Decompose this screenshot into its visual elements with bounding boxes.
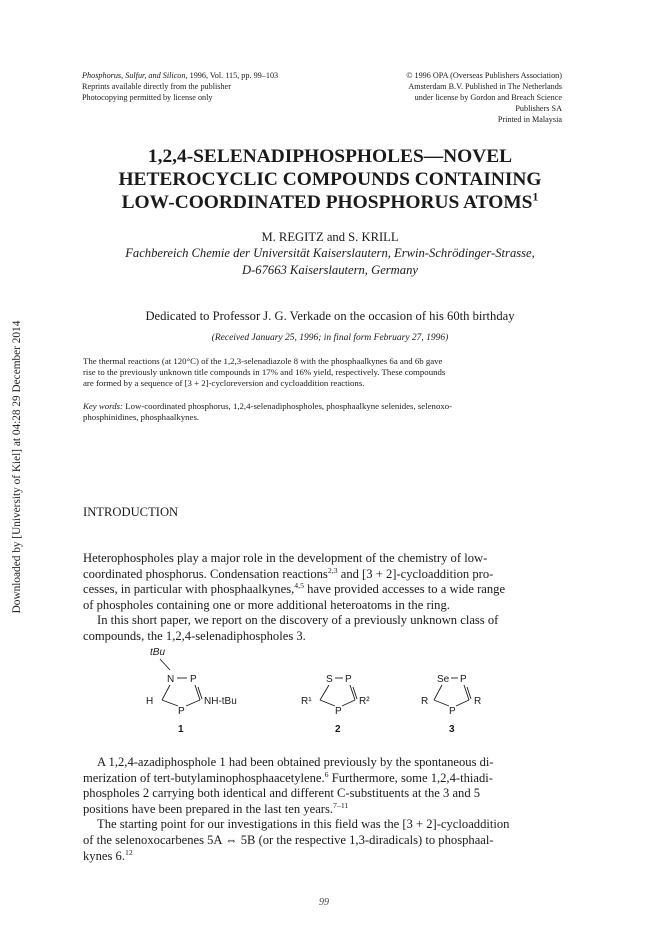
dedication: Dedicated to Professor J. G. Verkade on the occasion of his 60th birthday — [145, 309, 515, 323]
structure-2 — [301, 674, 370, 735]
copyright-line: © 1996 OPA (Overseas Publishers Association) — [406, 71, 562, 80]
para1-line-6: compounds, the 1,2,4-selenadiphospholes 3. — [83, 628, 306, 643]
structure-3-ring-right: P — [460, 674, 467, 685]
publisher-line-3: Publishers SA — [515, 104, 562, 113]
keywords-line-2: phosphinidines, phosphaalkynes. — [83, 412, 200, 422]
structure-1-top-substituent: tBu — [150, 647, 166, 658]
abstract-line-1: The thermal reactions (at 120°C) of the 1,2,3-selenadiazole 8 with the phosphaalkynes 6a and 6b gave — [83, 356, 443, 366]
download-watermark: Downloaded by [University of Kiel] at 04:28 29 December 2014 — [11, 320, 23, 614]
keywords-label: Key words: — [83, 401, 123, 411]
structure-1-ring-left: N — [167, 674, 175, 685]
journal-name: Phosphorus, Sulfur, and Silicon, — [82, 71, 188, 80]
para2-line-1: A 1,2,4-azadiphosphole 1 had been obtained previously by the spontaneous di- — [97, 755, 494, 769]
para2-line-2: merization of tert-butylaminophosphaacetylene.$^6$ Furthermore, some 1,2,4-thiadi- — [83, 769, 493, 785]
section-heading: INTRODUCTION — [83, 505, 179, 519]
reprints-note: Reprints available directly from the publisher — [82, 82, 231, 91]
structure-3-right-substituent: R — [474, 696, 482, 707]
received-dates: (Received January 25, 1996; in final form February 27, 1996) — [211, 333, 449, 343]
citation-ref: 2,3 — [327, 565, 338, 575]
structure-3-number: 3 — [449, 724, 455, 735]
structure-3-ring-bottom: P — [449, 706, 456, 717]
chemical-structures — [140, 640, 530, 745]
structure-2-left-substituent: R¹ — [301, 696, 312, 707]
structure-2-right-substituent: R² — [359, 696, 370, 707]
structure-3 — [421, 674, 481, 735]
journal-citation: 1996, Vol. 115, pp. 99–103 — [187, 71, 279, 80]
keywords-line-1: Low-coordinated phosphorus, 1,2,4-selenadiphospholes, phosphaalkyne selenides, selenoxo- — [123, 401, 453, 411]
para1-line-2: coordinated phosphorus. Condensation reactions$^{2,3}$ and [3 + 2]-cycloaddition pro- — [83, 565, 494, 581]
para1-line-3: cesses, in particular with phosphaalkynes,$^{4,5}$ have provided accesses to a wide range — [83, 581, 506, 597]
structure-3-ring-left: Se — [437, 674, 450, 685]
photocopy-note: Photocopying permitted by license only — [82, 93, 213, 102]
structure-3-left-substituent: R — [421, 696, 429, 707]
structure-1-right-substituent: NH-tBu — [204, 696, 237, 707]
page-number: 99 — [319, 897, 329, 908]
citation-ref: 4,5 — [294, 581, 304, 590]
title-line-3: LOW-COORDINATED PHOSPHORUS ATOMS$^1$ — [121, 189, 539, 213]
second-paragraph — [83, 755, 578, 864]
affiliation-line-2: D-67663 Kaiserslautern, Germany — [242, 263, 418, 277]
structure-2-number: 2 — [335, 724, 341, 735]
abstract — [83, 356, 578, 389]
structure-1-ring-right: P — [190, 674, 197, 685]
title-footnote-mark: 1 — [532, 189, 539, 204]
journal-header-right — [406, 70, 562, 125]
abstract-line-3: are formed by a sequence of [3 + 2]-cycloreversion and cycloaddition reactions. — [83, 378, 365, 388]
para1-line-4: of phospholes containing one or more additional heteroatoms in the ring. — [83, 597, 450, 612]
para1-line-5: In this short paper, we report on the discovery of a previously unknown class of — [97, 613, 499, 628]
structure-2-ring-bottom: P — [335, 706, 342, 717]
structure-2-ring-left: S — [326, 674, 333, 685]
intro-paragraph — [83, 551, 578, 645]
affiliation-line-1: Fachbereich Chemie der Universität Kaiserslautern, Erwin-Schrödinger-Strasse, — [125, 246, 535, 260]
citation-ref: 6 — [324, 769, 329, 779]
printed-in: Printed in Malaysia — [497, 115, 562, 124]
structure-2-ring-right: P — [345, 674, 352, 685]
citation-ref: 7–11 — [333, 800, 349, 810]
para2-line-7: kynes 6.12 — [83, 847, 133, 863]
para2-line-5: The starting point for our investigations in this field was the [3 + 2]-cycloaddition — [97, 817, 510, 832]
structure-1-ring-bottom: P — [178, 706, 185, 717]
structure-1-number: 1 — [178, 724, 184, 735]
title-line-2: HETEROCYCLIC COMPOUNDS CONTAINING — [118, 169, 542, 190]
abstract-line-2: rise to the previously unknown title compounds in 17% and 16% yield, respectively. These compounds — [83, 367, 446, 377]
title-line-1: 1,2,4-SELENADIPHOSPHOLES—NOVEL — [147, 146, 513, 167]
para2-line-4: positions have been prepared in the last ten years.$^{7-11}$ — [83, 800, 349, 816]
citation-ref: 12 — [124, 847, 133, 857]
structure-1-left-substituent: H — [146, 696, 154, 707]
publisher-line-2: under license by Gordon and Breach Science — [414, 93, 562, 102]
authors: M. REGITZ and S. KRILL — [261, 230, 399, 244]
structure-1 — [146, 647, 237, 735]
keywords — [83, 401, 578, 423]
para2-line-6: of the selenoxocarbenes 5A ⇔ 5B (or the respective 1,3-diradicals) to phosphaal- — [83, 832, 494, 847]
para2-line-3: phospholes 2 carrying both identical and different C-substituents at the 3 and 5 — [83, 786, 481, 801]
para1-line-1: Heterophospholes play a major role in the development of the chemistry of low- — [83, 551, 488, 565]
journal-header-left — [82, 70, 278, 103]
affiliation — [60, 245, 600, 279]
paper-title — [90, 145, 570, 214]
publisher-line-1: Amsterdam B.V. Published in The Netherlands — [408, 82, 562, 91]
